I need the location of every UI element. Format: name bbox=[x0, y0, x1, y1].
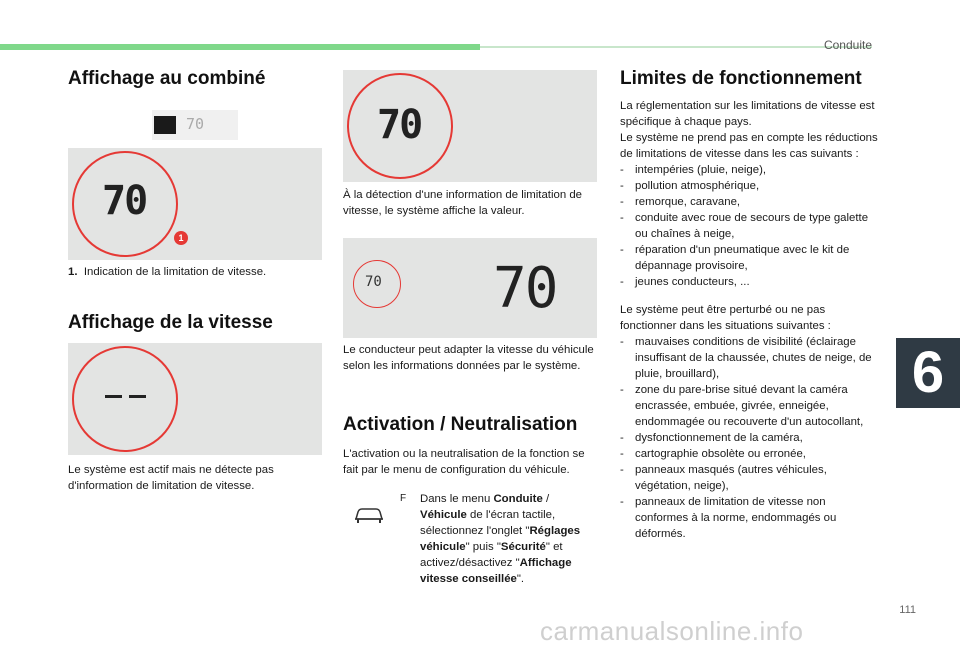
list-item: - remorque, caravane, bbox=[620, 194, 878, 210]
list-item: - conduite avec roue de secours de type galette ou chaînes à neige, bbox=[620, 210, 878, 242]
list-item: - intempéries (pluie, neige), bbox=[620, 162, 878, 178]
instruction-block: F Dans le menu Conduite / Véhicule de l'écran tactile, sélectionnez l'onglet "Réglages véhicule" puis "Sécurité" et activez/désactivez "Affichage vitesse conseillée". bbox=[400, 493, 581, 585]
list-item: - zone du pare-brise situé devant la caméra encrassée, embuée, givrée, enneigée, endommagée ou recouverte d'un autocollant, bbox=[620, 382, 878, 430]
list-item: - panneaux masqués (autres véhicules, végétation, neige), bbox=[620, 462, 878, 494]
right-text-block bbox=[620, 98, 878, 542]
cluster-black-block bbox=[154, 116, 176, 134]
speed-ring-icon bbox=[72, 346, 178, 452]
caption-number: 1. bbox=[68, 266, 78, 278]
instruction-bullet: F bbox=[400, 493, 407, 504]
limits-list-1 bbox=[620, 162, 878, 290]
limits-list-2 bbox=[620, 334, 878, 542]
car-icon bbox=[352, 504, 386, 526]
left-paragraph: Le système est actif mais ne détecte pas d'information de limitation de vitesse. bbox=[68, 464, 274, 492]
sign-illustration-panel bbox=[68, 148, 322, 260]
right-paragraph-2: Le système ne prend pas en compte les réductions de limitations de vitesse dans les cas suivants : bbox=[620, 132, 878, 160]
right-paragraph-3: Le système peut être perturbé ou ne pas fonctionner dans les situations suivantes : bbox=[620, 304, 831, 332]
dash-left bbox=[105, 395, 122, 398]
small-sign-value: 70 bbox=[365, 274, 382, 290]
list-item: - dysfonctionnement de la caméra, bbox=[620, 430, 878, 446]
right-paragraph-1: La réglementation sur les limitations de vitesse est spécifique à chaque pays. bbox=[620, 100, 875, 128]
callout-badge: 1 bbox=[174, 231, 188, 245]
list-item: - cartographie obsolète ou erronée, bbox=[620, 446, 878, 462]
chapter-side-tab: 6 bbox=[896, 338, 960, 408]
section-title-limits: Limites de fonctionnement bbox=[620, 68, 862, 89]
dash-right bbox=[129, 395, 146, 398]
list-item: - jeunes conducteurs, ... bbox=[620, 274, 878, 290]
cluster-value: 70 bbox=[186, 115, 205, 133]
sign-value: 70 bbox=[102, 178, 147, 224]
big-speed-value: 70 bbox=[493, 256, 557, 321]
speed-illustration-panel bbox=[68, 343, 322, 455]
list-item: - réparation d'un pneumatique avec le kit de dépannage provisoire, bbox=[620, 242, 878, 274]
middle-paragraph-2: Le conducteur peut adapter la vitesse du véhicule selon les informations données par le système. bbox=[343, 344, 594, 372]
caption-text: Indication de la limitation de vitesse. bbox=[83, 266, 267, 278]
header-accent-bar bbox=[0, 44, 480, 50]
detection-sign-value: 70 bbox=[377, 102, 422, 148]
detection-illustration-panel bbox=[343, 70, 597, 182]
watermark: carmanualsonline.info bbox=[540, 616, 804, 646]
middle-paragraph-1: À la détection d'une information de limitation de vitesse, le système affiche la valeur. bbox=[343, 189, 582, 217]
chapter-title: Conduite bbox=[823, 38, 872, 52]
page-number: 111 bbox=[899, 604, 916, 616]
list-item: - mauvaises conditions de visibilité (éclairage insuffisant de la chaussée, chutes de neige, de pluie, brouillard), bbox=[620, 334, 878, 382]
list-item: - pollution atmosphérique, bbox=[620, 178, 878, 194]
header-accent-line bbox=[480, 46, 872, 48]
section-title-cluster: Affichage au combiné bbox=[68, 68, 266, 89]
adapt-illustration-panel bbox=[343, 238, 597, 338]
section-title-activation: Activation / Neutralisation bbox=[343, 414, 578, 435]
cluster-mini-display bbox=[152, 110, 238, 140]
figure-caption bbox=[68, 264, 322, 280]
section-title-speed: Affichage de la vitesse bbox=[68, 312, 273, 333]
middle-paragraph-3: L'activation ou la neutralisation de la fonction se fait par le menu de configuration du véhicule. bbox=[343, 448, 585, 476]
list-item: - panneaux de limitation de vitesse non conformes à la norme, endommagés ou déformés. bbox=[620, 494, 878, 542]
